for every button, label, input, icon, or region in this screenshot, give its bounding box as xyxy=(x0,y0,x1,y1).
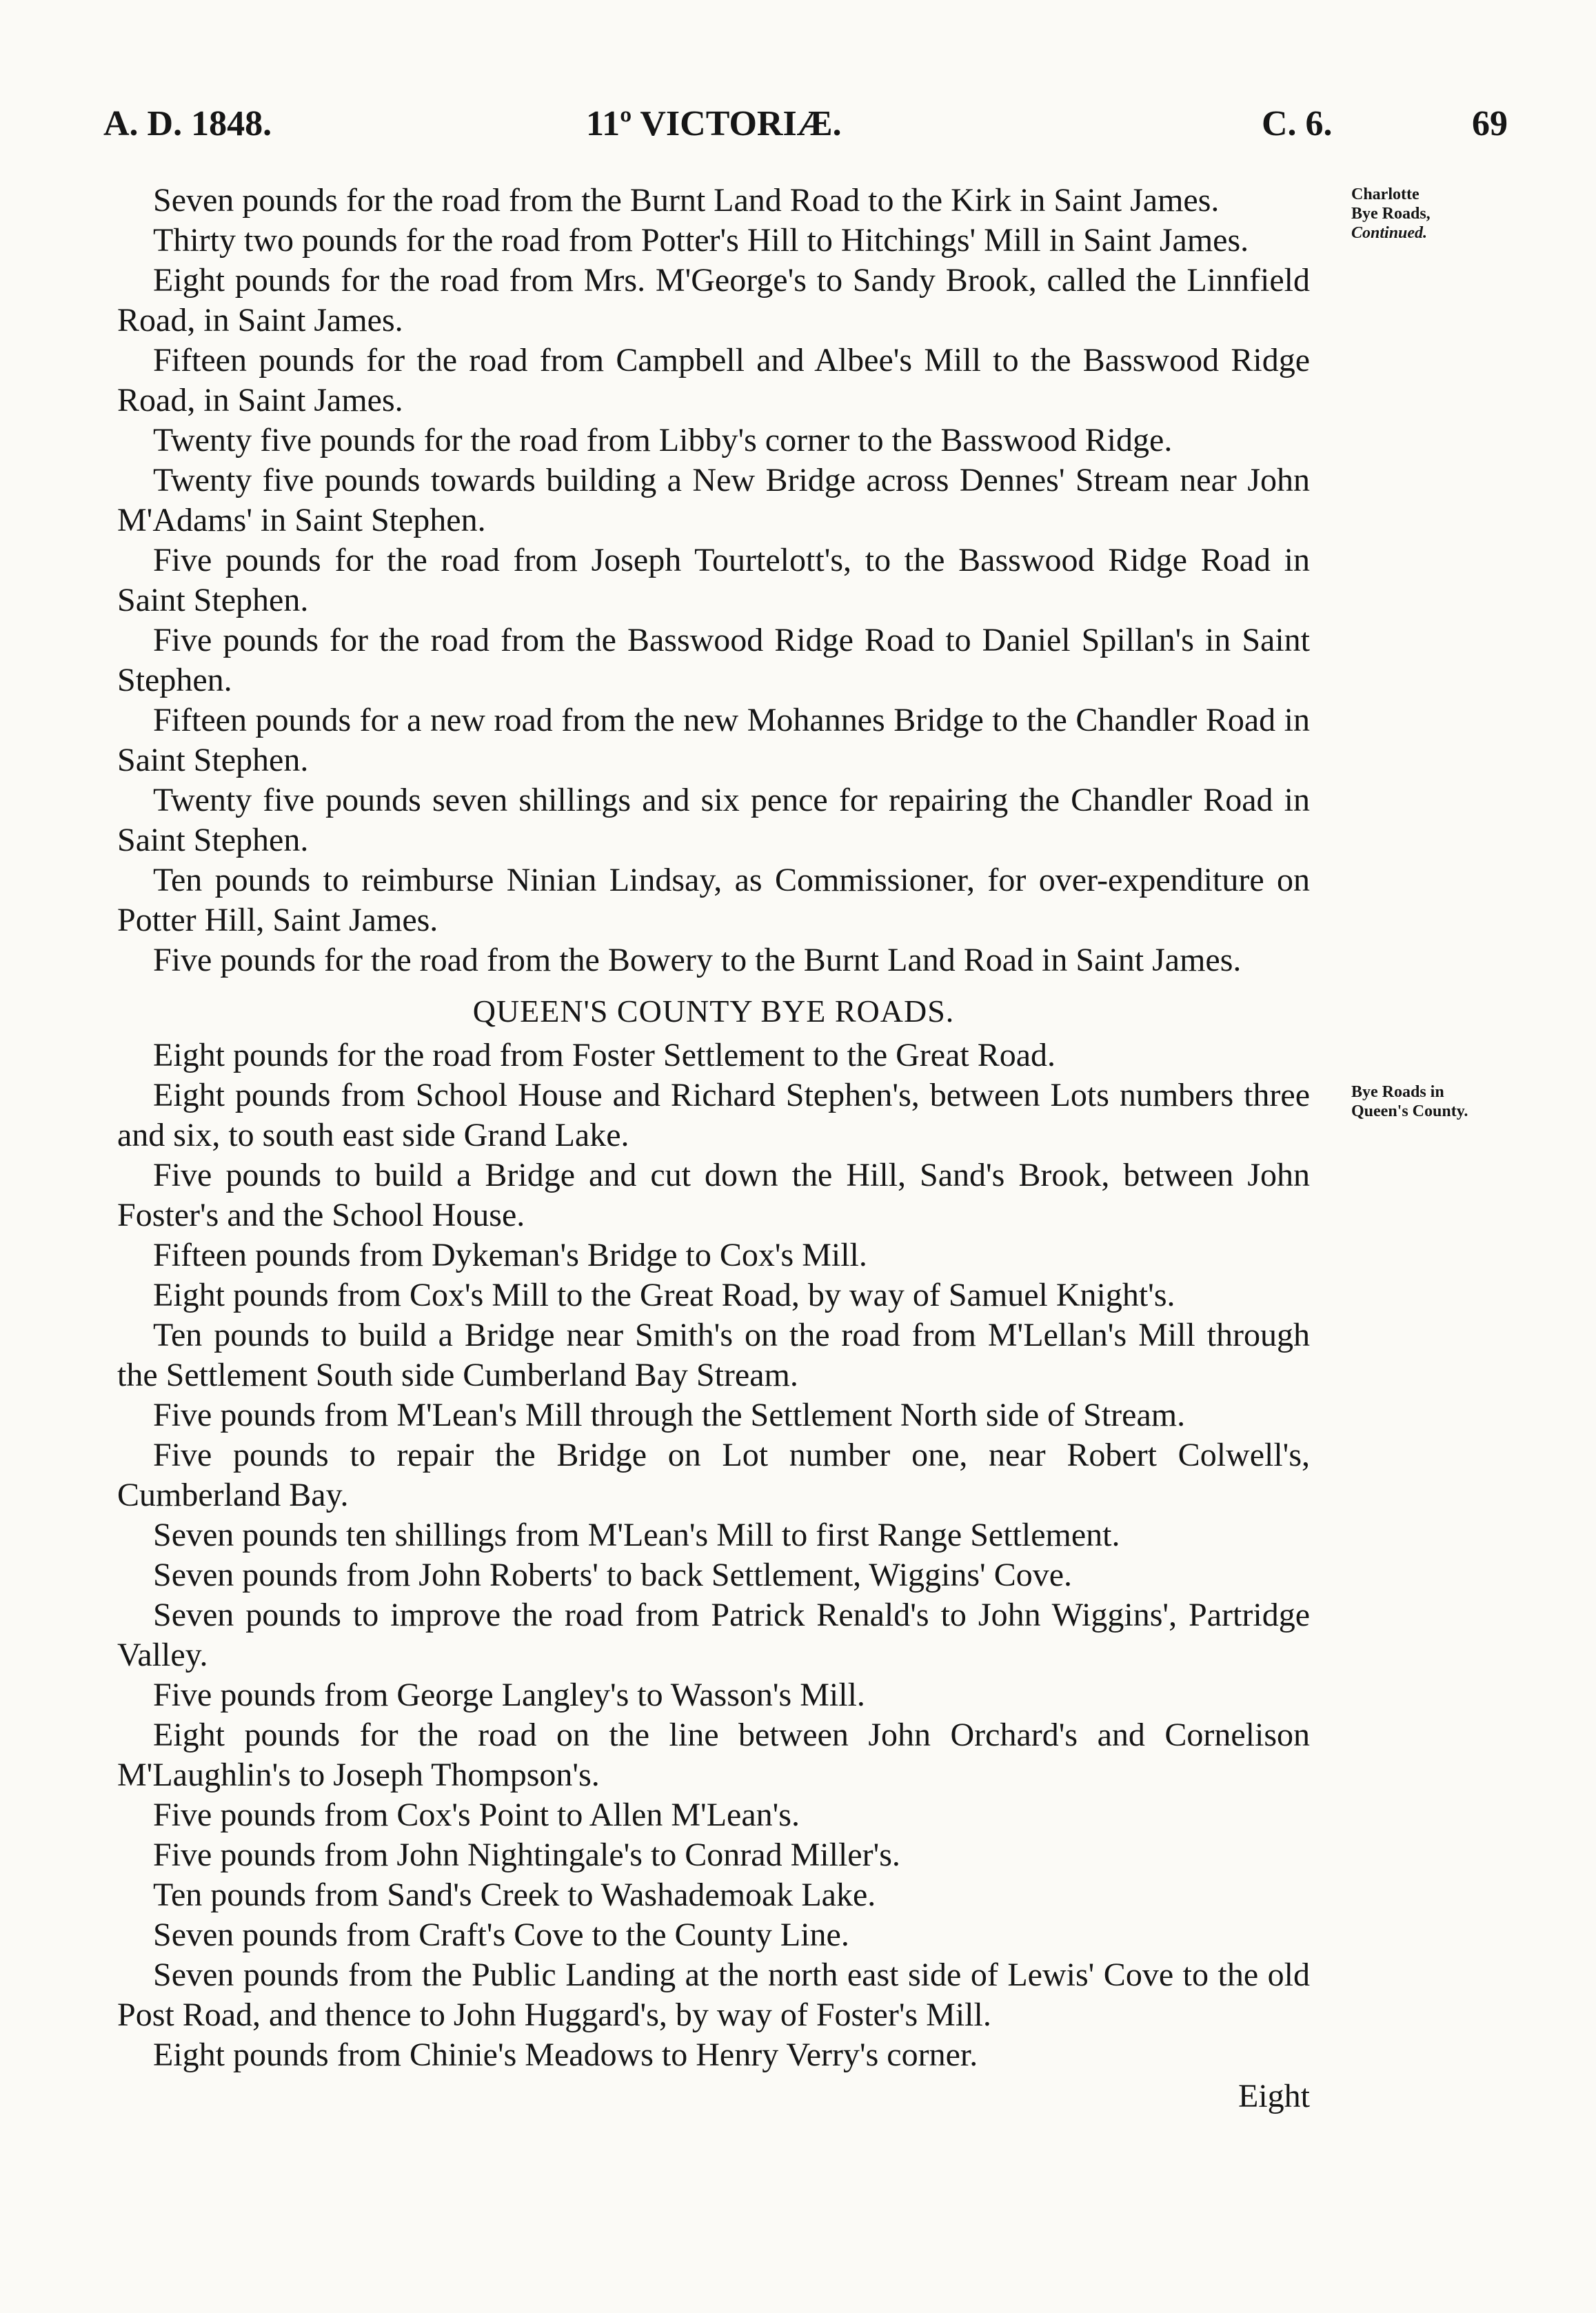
paragraph: Fifteen pounds for the road from Campbell and Albee's Mill to the Basswood Ridge Road, in Saint James. xyxy=(117,342,1310,418)
paragraph: Five pounds for the road from the Basswood Ridge Road to Daniel Spillan's in Saint Stephen. xyxy=(117,622,1310,698)
paragraph: Eight pounds for the road from Mrs. M'George's to Sandy Brook, called the Linnfield Road, in Saint James. xyxy=(117,262,1310,339)
paragraph: Twenty five pounds seven shillings and six pence for repairing the Chandler Road in Saint Stephen. xyxy=(117,782,1310,858)
paragraph: Seven pounds from the Public Landing at the north east side of Lewis' Cove to the old Post Road, and thence to John Huggard's, by way of Foster's Mill. xyxy=(117,1957,1310,2033)
paragraph: Fifteen pounds for a new road from the new Mohannes Bridge to the Chandler Road in Saint Stephen. xyxy=(117,702,1310,778)
paragraph: Fifteen pounds from Dykeman's Bridge to Cox's Mill. xyxy=(153,1237,867,1273)
margin-note-charlotte xyxy=(1351,185,1489,243)
header-chapter: C. 6. xyxy=(1262,104,1333,143)
margin-note-line: Charlotte xyxy=(1351,185,1420,203)
catchword: Eight xyxy=(1238,2078,1310,2114)
paragraph: Seven pounds ten shillings from M'Lean's Mill to first Range Settlement. xyxy=(153,1517,1120,1553)
margin-note-line: Continued. xyxy=(1351,224,1428,242)
paragraph: Seven pounds to improve the road from Patrick Renald's to John Wiggins', Partridge Valley. xyxy=(117,1597,1310,1673)
margin-note-queens xyxy=(1351,1082,1489,1121)
running-header xyxy=(103,103,1517,159)
margin-note-line: Bye Roads, xyxy=(1351,205,1431,223)
paragraph: Five pounds to repair the Bridge on Lot number one, near Robert Colwell's, Cumberland Bay. xyxy=(117,1437,1310,1513)
paragraph: Twenty five pounds towards building a New Bridge across Dennes' Stream near John M'Adams' in Saint Stephen. xyxy=(117,462,1310,538)
paragraph: Ten pounds to reimburse Ninian Lindsay, as Commissioner, for over-expenditure on Potter Hill, Saint James. xyxy=(117,862,1310,938)
section-heading: QUEEN'S COUNTY BYE ROADS. xyxy=(472,993,955,1029)
paragraph: Ten pounds from Sand's Creek to Washademoak Lake. xyxy=(153,1877,876,1913)
paragraph: Five pounds from George Langley's to Wasson's Mill. xyxy=(153,1677,865,1713)
page-number: 69 xyxy=(1472,104,1508,143)
paragraph: Ten pounds to build a Bridge near Smith's on the road from M'Lellan's Mill through the Settlement South side Cumberland Bay Stream. xyxy=(117,1317,1310,1393)
body-text xyxy=(117,181,1310,2117)
margin-note-line: Queen's County. xyxy=(1351,1102,1468,1120)
paragraph: Eight pounds for the road from Foster Settlement to the Great Road. xyxy=(153,1037,1056,1073)
paragraph: Five pounds from M'Lean's Mill through the Settlement North side of Stream. xyxy=(153,1397,1186,1433)
paragraph: Five pounds for the road from the Bowery to the Burnt Land Road in Saint James. xyxy=(153,942,1242,978)
paragraph: Five pounds from Cox's Point to Allen M'Lean's. xyxy=(153,1797,800,1833)
margin-note-line: Bye Roads in xyxy=(1351,1083,1444,1101)
paragraph: Five pounds to build a Bridge and cut down the Hill, Sand's Brook, between John Foster's and the School House. xyxy=(117,1157,1310,1233)
paragraph: Eight pounds from School House and Richard Stephen's, between Lots numbers three and six, to south east side Grand Lake. xyxy=(117,1077,1310,1153)
paragraph: Five pounds for the road from Joseph Tourtelott's, to the Basswood Ridge Road in Saint Stephen. xyxy=(117,542,1310,618)
paragraph: Seven pounds for the road from the Burnt Land Road to the Kirk in Saint James. xyxy=(153,182,1220,219)
paragraph: Seven pounds from Craft's Cove to the County Line. xyxy=(153,1917,849,1953)
paragraph: Thirty two pounds for the road from Potter's Hill to Hitchings' Mill in Saint James. xyxy=(153,222,1249,259)
paragraph: Eight pounds for the road on the line between John Orchard's and Cornelison M'Laughlin's to Joseph Thompson's. xyxy=(117,1717,1310,1793)
paragraph: Eight pounds from Cox's Mill to the Great Road, by way of Samuel Knight's. xyxy=(153,1277,1175,1313)
header-reign: 11º VICTORIÆ. xyxy=(586,104,842,143)
paragraph: Five pounds from John Nightingale's to Conrad Miller's. xyxy=(153,1837,900,1873)
paragraph: Twenty five pounds for the road from Libby's corner to the Basswood Ridge. xyxy=(153,422,1173,458)
header-year: A. D. 1848. xyxy=(103,104,272,143)
paragraph: Eight pounds from Chinie's Meadows to Henry Verry's corner. xyxy=(153,2037,978,2073)
paragraph: Seven pounds from John Roberts' to back Settlement, Wiggins' Cove. xyxy=(153,1557,1073,1593)
